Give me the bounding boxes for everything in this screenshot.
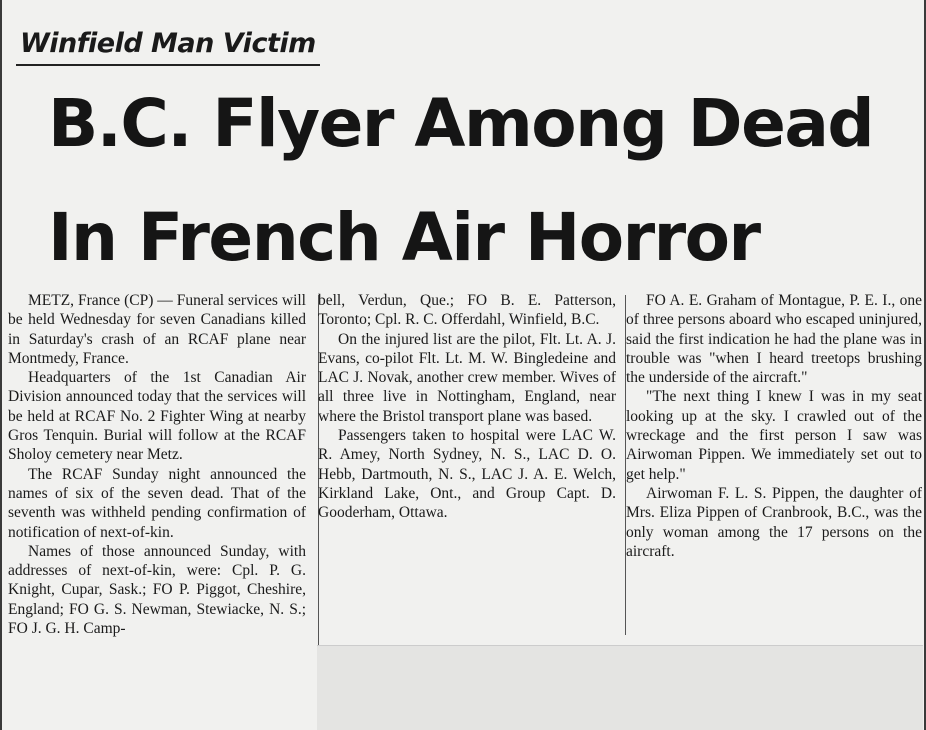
paragraph: On the injured list are the pilot, Flt. Lt. A. J. Evans, co-pilot Flt. Lt. M. W. Bingledeine and LAC J. Novak, another crew member. Wives of all three live in Nottingham, England, near where the Bristol transport plane was based.: [318, 330, 616, 425]
photo-placeholder: [317, 645, 923, 730]
kicker-headline: Winfield Man Victim: [16, 26, 320, 66]
paragraph: Names of those announced Sunday, with addresses of next-of-kin, were: Cpl. P. G. Knight, Cupar, Sask.; FO P. Piggot, Cheshire, England; FO G. S. Newman, Stewiacke, N. S.; FO J. G. H. Camp-: [8, 542, 306, 638]
headline-line-1: B.C. Flyer Among Dead: [48, 85, 874, 162]
paragraph: METZ, France (CP) — Funeral services will be held Wednesday for seven Canadians killed in Saturday's crash of an RCAF plane near Montmedy, France.: [8, 292, 306, 367]
paragraph: The RCAF Sunday night announced the names of six of the seven dead. That of the seventh was withheld pending confirmation of notification of next-of-kin.: [8, 465, 306, 541]
paragraph: bell, Verdun, Que.; FO B. E. Patterson, Toronto; Cpl. R. C. Offerdahl, Winfield, B.C.: [318, 292, 616, 329]
headline-line-2: In French Air Horror: [48, 199, 760, 276]
paragraph: FO A. E. Graham of Montague, P. E. I., one of three persons aboard who escaped uninjured, said the first indication he had the plane was in trouble was "when I heard treetops brushing the underside of the aircraft.": [626, 292, 922, 387]
paragraph: Airwoman F. L. S. Pippen, the daughter of Mrs. Eliza Pippen of Cranbrook, B.C., was the only woman among the 17 persons on the aircraft.: [626, 484, 922, 560]
article-column-1: [8, 291, 306, 730]
paragraph: Passengers taken to hospital were LAC W. R. Amey, North Sydney, N. S., LAC D. O. Hebb, Dartmouth, N. S., LAC J. A. E. Welch, Kirkland Lake, Ont., and Group Capt. D. Gooderham, Ottawa.: [318, 427, 616, 522]
paragraph: "The next thing I knew I was in my seat looking up at the sky. I crawled out of the wreckage and the first person I saw was Airwoman Pippen. We immediately set out to get help.": [626, 388, 922, 483]
paragraph: Headquarters of the 1st Canadian Air Division announced today that the services will be held at RCAF No. 2 Fighter Wing at nearby Gros Tenquin. Burial will follow at the RCAF Sholoy cemetery near Metz.: [8, 369, 306, 464]
